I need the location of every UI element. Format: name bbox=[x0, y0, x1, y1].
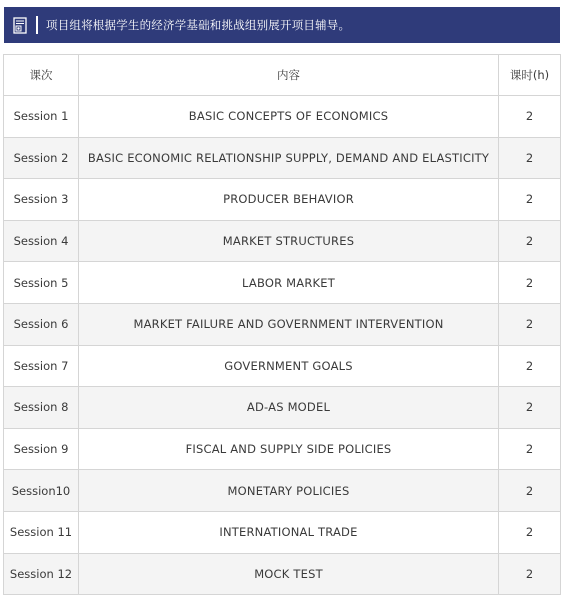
table-row bbox=[4, 387, 561, 429]
table-row bbox=[4, 511, 561, 553]
table-row bbox=[4, 470, 561, 512]
session-cell: Session 6 bbox=[4, 303, 79, 345]
hours-cell: 2 bbox=[499, 220, 561, 262]
table-row bbox=[4, 220, 561, 262]
session-cell: Session 5 bbox=[4, 262, 79, 304]
table-row bbox=[4, 137, 561, 179]
hours-cell: 2 bbox=[499, 303, 561, 345]
banner-text: 项目组将根据学生的经济学基础和挑战组别展开项目辅导。 bbox=[46, 18, 351, 32]
content-cell: MOCK TEST bbox=[79, 553, 499, 595]
content-cell: PRODUCER BEHAVIOR bbox=[79, 179, 499, 221]
session-cell: Session 3 bbox=[4, 179, 79, 221]
table-header-row bbox=[4, 55, 561, 96]
schedule-table bbox=[3, 54, 561, 595]
hours-cell: 2 bbox=[499, 345, 561, 387]
session-cell: Session 2 bbox=[4, 137, 79, 179]
session-cell: Session 7 bbox=[4, 345, 79, 387]
content-cell: BASIC ECONOMIC RELATIONSHIP SUPPLY, DEMAND AND ELASTICITY bbox=[79, 137, 499, 179]
content-cell: GOVERNMENT GOALS bbox=[79, 345, 499, 387]
content-cell: FISCAL AND SUPPLY SIDE POLICIES bbox=[79, 428, 499, 470]
table-row bbox=[4, 303, 561, 345]
header-hours: 课时(h) bbox=[499, 55, 561, 96]
hours-cell: 2 bbox=[499, 262, 561, 304]
table-row bbox=[4, 262, 561, 304]
content-cell: MONETARY POLICIES bbox=[79, 470, 499, 512]
session-cell: Session 12 bbox=[4, 553, 79, 595]
hours-cell: 2 bbox=[499, 387, 561, 429]
session-cell: Session 9 bbox=[4, 428, 79, 470]
hours-cell: 2 bbox=[499, 96, 561, 138]
content-cell: MARKET FAILURE AND GOVERNMENT INTERVENTION bbox=[79, 303, 499, 345]
content-cell: AD-AS MODEL bbox=[79, 387, 499, 429]
session-cell: Session 4 bbox=[4, 220, 79, 262]
session-cell: Session10 bbox=[4, 470, 79, 512]
section-banner bbox=[4, 7, 560, 43]
content-cell: MARKET STRUCTURES bbox=[79, 220, 499, 262]
header-content: 内容 bbox=[79, 55, 499, 96]
content-cell: INTERNATIONAL TRADE bbox=[79, 511, 499, 553]
table-row bbox=[4, 345, 561, 387]
session-cell: Session 11 bbox=[4, 511, 79, 553]
hours-cell: 2 bbox=[499, 511, 561, 553]
content-cell: BASIC CONCEPTS OF ECONOMICS bbox=[79, 96, 499, 138]
header-session: 课次 bbox=[4, 55, 79, 96]
table-row bbox=[4, 179, 561, 221]
hours-cell: 2 bbox=[499, 428, 561, 470]
hours-cell: 2 bbox=[499, 553, 561, 595]
document-icon bbox=[12, 16, 28, 34]
table-row bbox=[4, 96, 561, 138]
content-cell: LABOR MARKET bbox=[79, 262, 499, 304]
hours-cell: 2 bbox=[499, 137, 561, 179]
hours-cell: 2 bbox=[499, 179, 561, 221]
banner-divider bbox=[36, 16, 38, 34]
session-cell: Session 8 bbox=[4, 387, 79, 429]
hours-cell: 2 bbox=[499, 470, 561, 512]
table-row bbox=[4, 428, 561, 470]
session-cell: Session 1 bbox=[4, 96, 79, 138]
table-row bbox=[4, 553, 561, 595]
